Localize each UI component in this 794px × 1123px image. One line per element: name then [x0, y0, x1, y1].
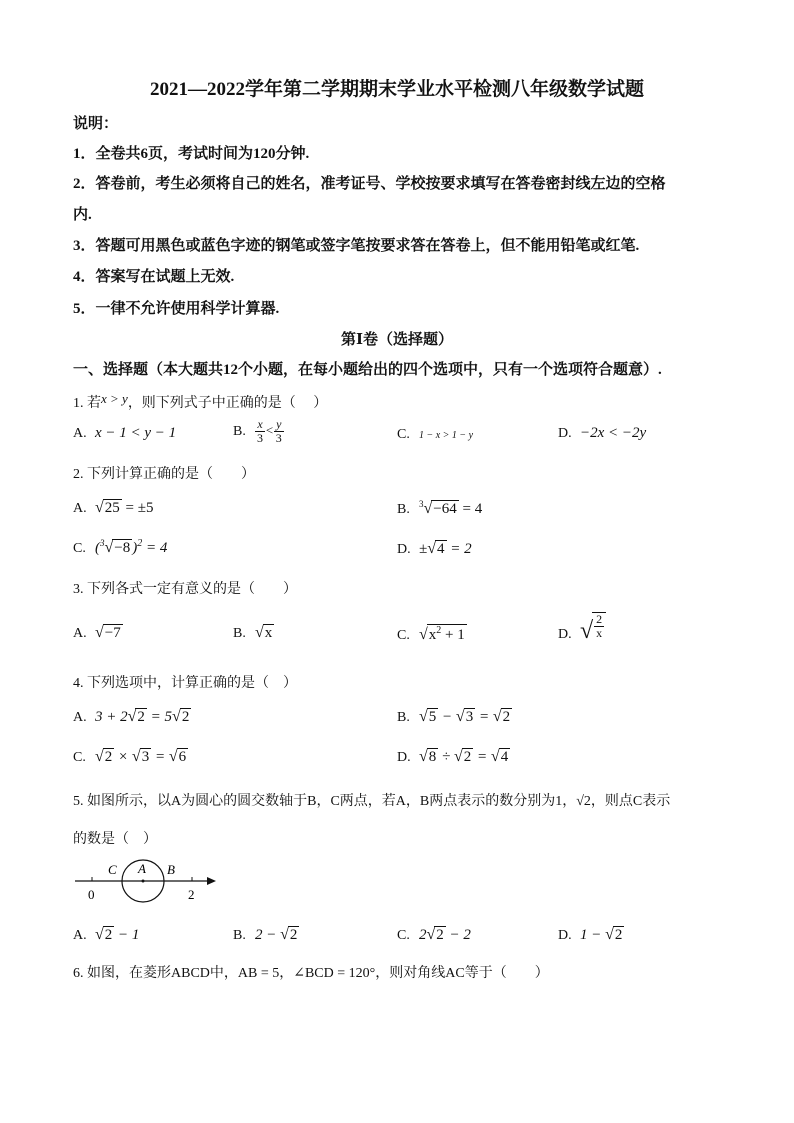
- section-title: 第Ⅰ卷（选择题）: [340, 332, 454, 348]
- question-5-stem-line2: 的数是（ ）: [73, 832, 157, 847]
- question-5-stem-line1: 5. 如图所示，以A为圆心的圆交数轴于B，C两点，若A，B两点表示的数分别为1，√2，则点C表示: [73, 794, 671, 809]
- q1-option-d[interactable]: D. −2x < −2y: [558, 425, 647, 441]
- question-4-stem: 4. 下列选项中，计算正确的是（ ）: [73, 676, 297, 691]
- number-line-arrow: [207, 877, 216, 885]
- label-b: B: [167, 862, 175, 877]
- q1-option-a-text: x − 1 < y − 1: [95, 425, 177, 441]
- question-1-stem-math: x > y: [101, 391, 128, 406]
- q2-option-b[interactable]: B. $^3$√−64 = 4: [397, 499, 483, 517]
- q4-option-c[interactable]: C. √2 × √3 = √6: [73, 748, 187, 765]
- note-item-3: 3．答题可用黑色或蓝色字迹的钢笔或签字笔按要求答在答卷上，但不能用铅笔或红笔.: [73, 238, 640, 254]
- q2-option-d[interactable]: D. ±√4 = 2: [397, 540, 472, 557]
- question-6-stem: 6. 如图，在菱形ABCD中，AB = 5，∠BCD = 120°，则对角线AC等于（ ）: [73, 966, 549, 981]
- label-0: 0: [88, 887, 95, 902]
- section-instruction: 一、选择题（本大题共12个小题，在每小题给出的四个选项中，只有一个选项符合题意）.: [73, 362, 662, 378]
- number-line-figure: [70, 857, 220, 907]
- note-item-2: 2．答卷前，考生必须将自己的姓名，准考证号、学校按要求填写在答卷密封线左边的空格: [73, 176, 666, 192]
- label-2: 2: [188, 887, 195, 902]
- q1-option-c[interactable]: C. 1 − x > 1 − y: [397, 427, 474, 442]
- note-item-1: 1．全卷共6页，考试时间为120分钟.: [73, 146, 310, 162]
- q3-option-c[interactable]: C. $√x^2 + 1$: [397, 625, 465, 643]
- q2-option-a[interactable]: A. √25 = ±5: [73, 499, 154, 516]
- q5-option-b[interactable]: B. 2 − √2: [233, 926, 298, 943]
- q1-option-d-text: −2x < −2y: [580, 425, 647, 441]
- point-a: [142, 880, 145, 883]
- note-item-2-cont: 内.: [73, 207, 92, 223]
- q1-option-b-y3: $\frac{y}{3}$: [275, 417, 282, 445]
- q1-option-b[interactable]: B. $\frac{x}{3}$ < $\frac{y}{3}$: [233, 417, 282, 445]
- q4-option-d[interactable]: D. √8 ÷ √2 = √4: [397, 748, 509, 765]
- note-item-4: 4．答案写在试题上无效.: [73, 269, 235, 285]
- q5-option-d[interactable]: D. 1 − √2: [558, 926, 623, 943]
- q3-option-a[interactable]: A. √−7: [73, 624, 121, 641]
- question-2-stem: 2. 下列计算正确的是（ ）: [73, 467, 255, 482]
- q5-option-c[interactable]: C. 2√2 − 2: [397, 926, 471, 943]
- page-title: 2021—2022学年第二学期期末学业水平检测八年级数学试题: [149, 79, 644, 100]
- notes-heading: 说明：: [73, 116, 119, 132]
- q1-option-c-text: 1 − x > 1 − y: [419, 430, 474, 441]
- question-1-stem: [73, 391, 327, 412]
- q3-option-d[interactable]: D. √ $\frac{2}{x}$: [558, 612, 606, 645]
- q2-option-c[interactable]: C. ($^3$√−8 )$^2$ = 4: [73, 538, 168, 556]
- q1-option-a[interactable]: A. x − 1 < y − 1: [73, 425, 177, 441]
- q1-option-b-x3: $\frac{x}{3}$: [257, 417, 263, 445]
- question-1-stem-after: ，则下列式子中正确的是（ ）: [127, 396, 328, 411]
- q4-option-a[interactable]: A. 3 + 2√2 = 5√2: [73, 708, 190, 725]
- label-c: C: [108, 862, 117, 877]
- note-item-5: 5．一律不允许使用科学计算器.: [73, 301, 280, 317]
- question-1-stem-before: 1. 若: [73, 396, 101, 411]
- q3-option-b[interactable]: B. √x: [233, 624, 273, 641]
- q4-option-b[interactable]: B. √5 − √3 = √2: [397, 708, 511, 725]
- label-a: A: [138, 861, 146, 876]
- question-3-stem: 3. 下列各式一定有意义的是（ ）: [73, 582, 297, 597]
- q5-option-a[interactable]: A. √2 − 1: [73, 926, 140, 943]
